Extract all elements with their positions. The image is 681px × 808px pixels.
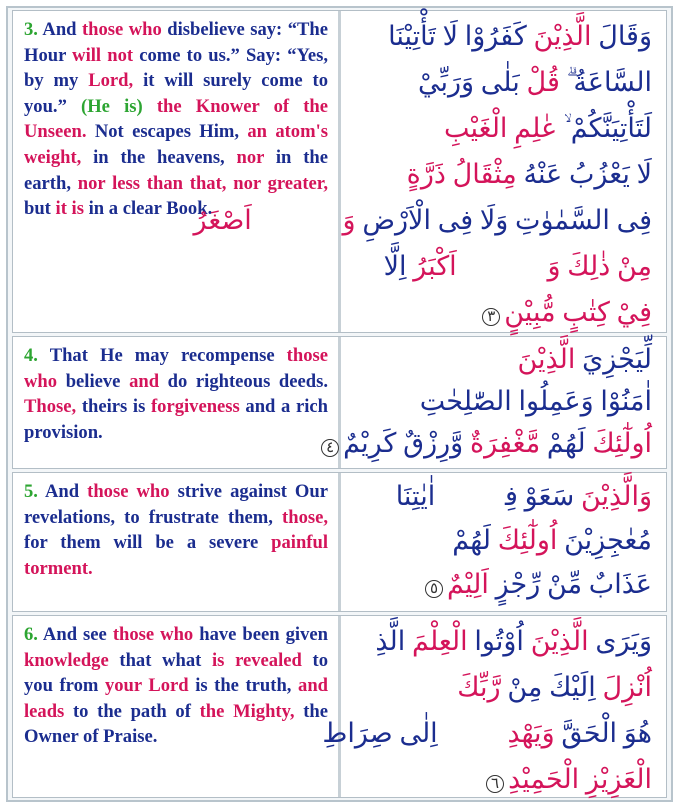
blue-text-segment: the Owner of Praise. — [24, 700, 329, 748]
blue-text-segment: السَّاعَةُ ۗ — [559, 67, 652, 97]
green-text-segment: 3. — [24, 19, 38, 40]
red-text-segment: those, — [282, 506, 328, 528]
red-text-segment: اَلِيْمٌ — [447, 569, 489, 599]
arabic-line — [352, 243, 652, 289]
red-text-segment: Lord, — [88, 70, 134, 92]
blue-text-segment: مُعٰجِزِيْنَ — [557, 525, 652, 555]
arabic-line — [352, 13, 652, 59]
arabic-line — [352, 289, 652, 340]
blue-text-segment: and a rich provision. — [24, 396, 328, 443]
blue-text-segment: that what — [108, 649, 212, 671]
blue-text-segment: in the earth, — [24, 146, 328, 194]
red-text-segment: اُولٰٓئِكَ — [497, 525, 558, 555]
blue-text-segment: do righteous deeds. — [159, 370, 329, 392]
blue-text-segment: اٰمَنُوْا وَعَمِلُوا الصّٰلِحٰتِ — [419, 386, 652, 416]
blue-text-segment: فِى السَّمٰوٰتِ وَلَا فِى الْاَرْضِ — [355, 205, 652, 235]
red-text-segment: رَّبِّكَ — [457, 672, 501, 702]
blue-text-segment: وَّرِزْقٌ كَرِيْمٌ — [343, 428, 470, 458]
green-text-segment: 5. — [24, 481, 38, 502]
red-text-segment: الَّذِيْنَ — [523, 626, 596, 656]
english-translation — [13, 11, 341, 332]
arabic-text — [344, 473, 666, 611]
red-text-segment: those who — [87, 481, 170, 502]
blue-text-segment: هُوَ الْحَقَّ — [554, 718, 652, 748]
blue-text-segment: disbelieve say: “The Hour — [24, 19, 328, 66]
blue-text-segment: And — [37, 481, 88, 502]
arabic-line — [352, 380, 652, 422]
blue-text-segment: لَا يَعْزُبُ عَنْهُ — [516, 159, 652, 189]
blue-text-segment: اِلٰى صِرَاطِ — [322, 718, 445, 748]
ayah-end-marker-icon: ٥ — [425, 580, 443, 598]
blue-text-segment: come to us.” Say: “Yes, by my — [24, 44, 329, 92]
red-text-segment: those who — [81, 19, 162, 40]
ayah-end-marker-icon: ٤ — [321, 439, 339, 457]
red-text-segment: the Knower of the Unseen. — [24, 95, 329, 143]
red-text-segment: and leads — [24, 675, 328, 722]
red-text-segment: مِنْ ذٰلِكَ وَلَاۤ اَكْبَرُ — [413, 251, 652, 281]
ayah-end-marker-icon: ٦ — [486, 775, 504, 793]
blue-text-segment: بَلٰى وَرَبِّيْ — [417, 67, 527, 97]
red-text-segment: فِيْ كِتٰبٍ مُّبِيْنٍ — [504, 297, 652, 327]
red-text-segment: وَيَهْدِيْۤ — [444, 718, 555, 748]
arabic-line — [193, 197, 652, 243]
arabic-line — [352, 474, 652, 518]
red-text-segment: your Lord — [104, 675, 189, 697]
arabic-line — [352, 105, 652, 151]
arabic-text — [326, 337, 666, 468]
red-text-segment: forgiveness — [150, 396, 240, 418]
blue-text-segment: That He may recompense — [37, 345, 287, 366]
blue-text-segment: اُوْتُوا — [467, 626, 524, 656]
green-text-segment: (He is) — [81, 95, 143, 117]
red-text-segment: it is — [55, 198, 84, 220]
blue-text-segment: is the truth, — [188, 675, 299, 697]
red-text-segment: وَالَّذِيْنَ — [580, 481, 652, 511]
red-text-segment: الَّذِيْنَ — [517, 344, 583, 374]
verse-row-5 — [12, 472, 667, 612]
red-text-segment: and — [129, 370, 160, 392]
red-text-segment: knowledge — [24, 649, 109, 671]
blue-text-segment: وَقَالَ — [598, 21, 652, 51]
arabic-line — [352, 756, 652, 807]
blue-text-segment: theirs is — [76, 396, 151, 418]
red-text-segment: الَّذِيْنَ — [526, 21, 599, 51]
red-text-segment: Those, — [24, 396, 77, 418]
arabic-line — [352, 338, 652, 380]
blue-text-segment: اِلَيْكَ مِنْ — [500, 672, 603, 702]
blue-text-segment: عَذَابٌ مِّنْ رِّجْزٍ — [488, 569, 652, 599]
arabic-line — [312, 618, 652, 664]
blue-text-segment: لَهُمْ — [452, 525, 498, 555]
blue-text-segment: لَتَأْتِيَنَّكُمْ ۙ — [557, 113, 652, 143]
blue-text-segment: And — [37, 19, 82, 40]
arabic-line — [326, 422, 652, 469]
arabic-line — [352, 664, 652, 710]
blue-text-segment: كَفَرُوْا لَا تَأْتِيْنَا — [388, 21, 527, 51]
blue-text-segment: الَّذِيْۤ — [312, 626, 412, 656]
blue-text-segment: Not escapes Him, — [86, 121, 248, 143]
red-text-segment: مِثْقَالُ ذَرَّةٍ — [406, 159, 517, 189]
blue-text-segment: to the path of — [64, 700, 200, 722]
english-translation — [13, 473, 341, 611]
red-text-segment: عٰلِمِ الْغَيْبِ — [444, 113, 558, 143]
blue-text-segment: لَهُمْ — [540, 428, 593, 458]
red-text-segment: painful torment. — [24, 532, 328, 579]
blue-text-segment: اِلَّا — [383, 251, 414, 281]
red-text-segment: وَلَاۤ اَصْغَرُ — [193, 205, 356, 235]
blue-text-segment: in a clear Book. — [83, 198, 213, 220]
english-translation — [13, 337, 341, 468]
arabic-line — [352, 59, 652, 105]
green-text-segment: 6. — [24, 624, 38, 645]
red-text-segment: قُلْ — [526, 67, 560, 97]
ayah-end-marker-icon: ٣ — [482, 308, 500, 326]
blue-text-segment: strive against Our revelations, to frustrate them, — [24, 481, 328, 528]
red-text-segment: will not — [72, 44, 134, 66]
blue-text-segment: it will surely come to you.” — [24, 70, 328, 117]
blue-text-segment: And see — [37, 624, 113, 645]
red-text-segment: nor less than that, nor greater, — [77, 172, 328, 194]
blue-text-segment: سَعَوْ فِيْۤ اٰيٰتِنَا — [395, 481, 581, 511]
verse-row-3 — [12, 10, 667, 333]
arabic-line — [352, 518, 652, 562]
blue-text-segment: لِّيَجْزِيَ — [582, 344, 652, 374]
english-translation — [13, 616, 341, 797]
arabic-line — [352, 151, 652, 197]
blue-text-segment: but — [24, 198, 56, 220]
verse-row-6 — [12, 615, 667, 798]
verse-table — [6, 6, 673, 802]
red-text-segment: an atom's weight, — [24, 121, 328, 168]
arabic-line — [352, 562, 652, 611]
blue-text-segment: in the heavens, — [81, 146, 237, 168]
blue-text-segment: for them will be a severe — [24, 532, 272, 554]
red-text-segment: those who — [24, 345, 328, 392]
red-text-segment: الْعَزِيْزِ الْحَمِيْدِ — [508, 764, 652, 794]
red-text-segment: اُنْزِلَ — [602, 672, 652, 702]
verse-row-4 — [12, 336, 667, 469]
arabic-text — [312, 616, 666, 797]
red-text-segment: the Mighty, — [199, 700, 295, 722]
green-text-segment: 4. — [24, 345, 38, 366]
red-text-segment: مَّغْفِرَةٌ — [469, 428, 541, 458]
red-text-segment: is revealed — [212, 649, 302, 671]
blue-text-segment: believe — [57, 370, 130, 392]
red-text-segment: nor — [236, 146, 265, 168]
red-text-segment: الْعِلْمَ — [412, 626, 468, 656]
blue-text-segment: to you from — [24, 649, 328, 697]
red-text-segment: those who — [112, 624, 194, 645]
arabic-line — [322, 710, 652, 756]
blue-text-segment: وَيَرَى — [595, 626, 652, 656]
blue-text-segment: have been given — [193, 624, 328, 645]
red-text-segment: اُولٰٓئِكَ — [592, 428, 652, 458]
